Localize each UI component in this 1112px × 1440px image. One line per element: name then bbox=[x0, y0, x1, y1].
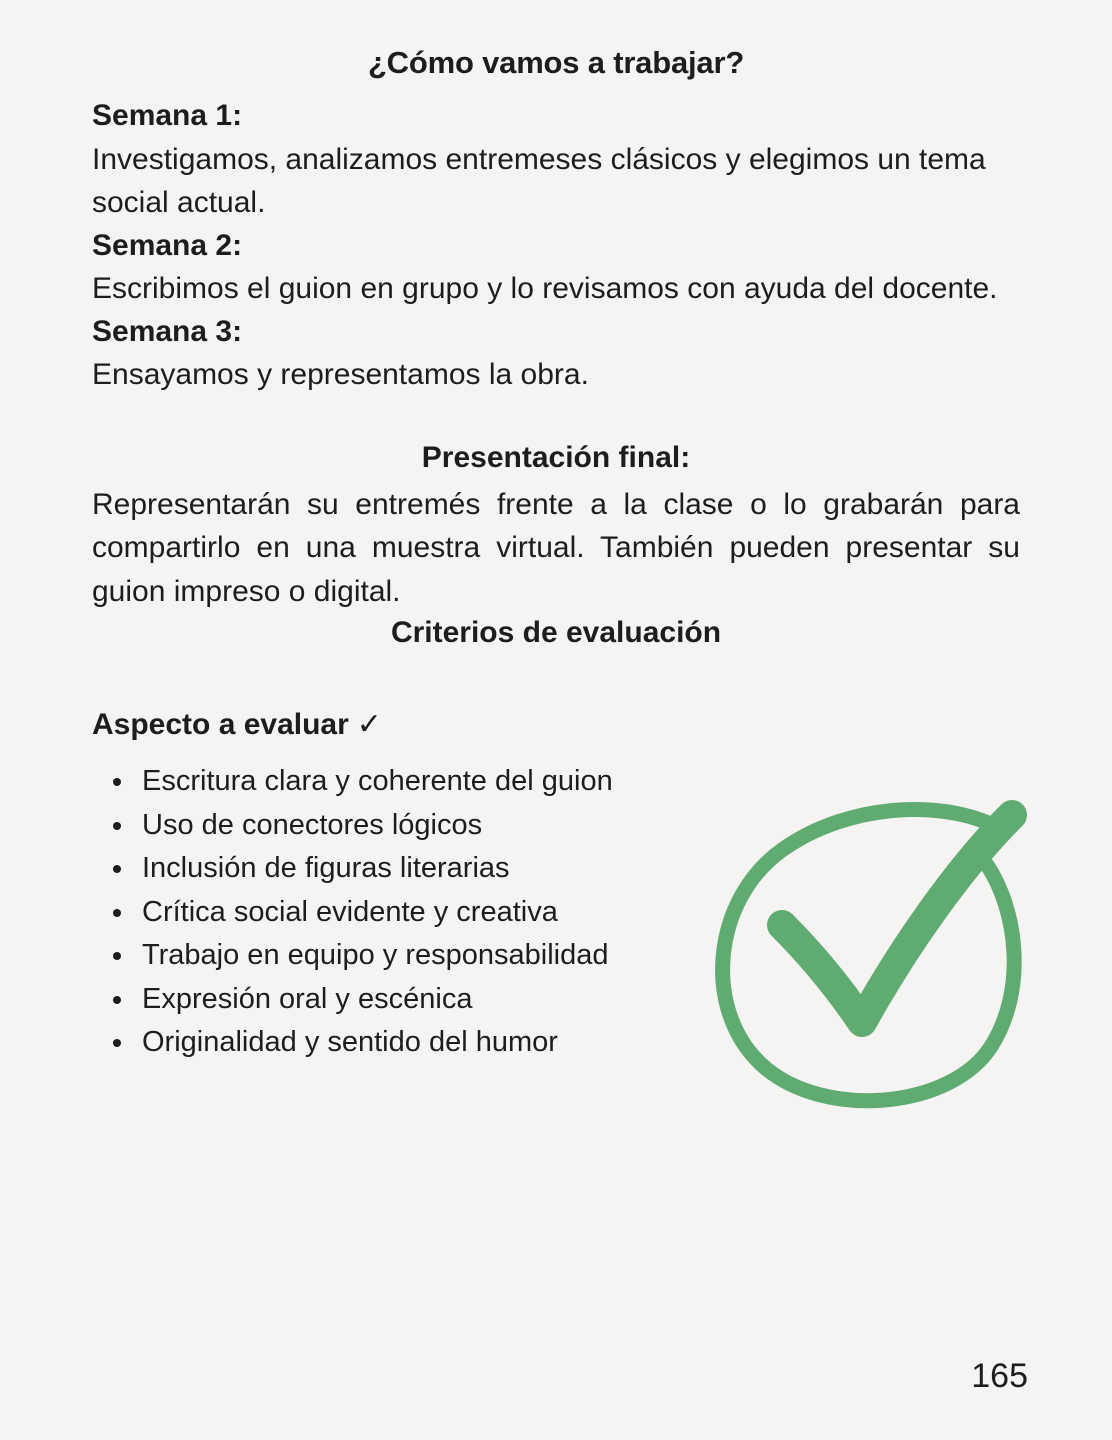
final-presentation-text: Representarán su entremés frente a la clase o lo grabarán para compartirlo en una muestra virtual. También pueden presentar su guion impreso o digital. bbox=[92, 487, 1020, 608]
list-item: • Crítica social evidente y creativa bbox=[136, 891, 736, 935]
final-presentation-title: Presentación final: bbox=[421, 440, 691, 474]
week-3-text: Ensayamos y representamos la obra. bbox=[92, 358, 589, 392]
page-title: ¿Cómo vamos a trabajar? bbox=[367, 45, 745, 80]
criteria-title: Criterios de evaluación bbox=[390, 616, 722, 650]
list-item: • Inclusión de figuras literarias bbox=[136, 847, 736, 891]
list-item: • Escritura clara y coherente del guion bbox=[136, 760, 736, 804]
week-1-label: Semana 1: bbox=[92, 99, 243, 133]
week-2-text: Escribimos el guion en grupo y lo revisamos con ayuda del docente. bbox=[92, 272, 998, 306]
page-number: 165 bbox=[971, 1357, 1028, 1395]
week-1-text: Investigamos, analizamos entremeses clásicos y elegimos un tema social actual. bbox=[92, 142, 986, 220]
week-3-label: Semana 3: bbox=[92, 314, 243, 348]
aspect-label: Aspecto a evaluar bbox=[92, 708, 349, 742]
list-item: • Originalidad y sentido del humor bbox=[136, 1021, 736, 1065]
week-2-label: Semana 2: bbox=[92, 228, 243, 262]
list-item: • Expresión oral y escénica bbox=[136, 978, 736, 1022]
aspect-heading bbox=[92, 708, 1020, 742]
green-check-circle-icon bbox=[702, 770, 1032, 1120]
criteria-list bbox=[92, 760, 736, 1065]
list-item: • Uso de conectores lógicos bbox=[136, 804, 736, 848]
list-item: • Trabajo en equipo y responsabilidad bbox=[136, 934, 736, 978]
spacer bbox=[92, 397, 1020, 441]
check-icon: ✓ bbox=[356, 708, 382, 742]
